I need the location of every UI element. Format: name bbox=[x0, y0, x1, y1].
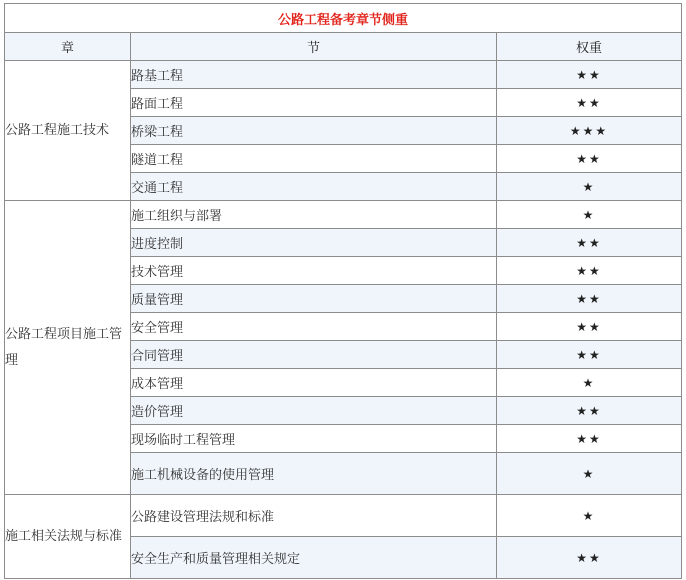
weight-column-header: 权重 bbox=[497, 33, 682, 61]
section-name: 路基工程 bbox=[131, 61, 497, 89]
weight-stars: ★★ bbox=[497, 537, 682, 579]
section-name: 造价管理 bbox=[131, 397, 497, 425]
chapter-name: 公路工程项目施工管理 bbox=[5, 201, 131, 495]
weight-stars: ★ bbox=[497, 453, 682, 495]
section-name: 安全生产和质量管理相关规定 bbox=[131, 537, 497, 579]
section-name: 隧道工程 bbox=[131, 145, 497, 173]
weight-stars: ★★ bbox=[497, 145, 682, 173]
weight-stars: ★★ bbox=[497, 341, 682, 369]
weight-stars: ★ bbox=[497, 495, 682, 537]
section-name: 施工组织与部署 bbox=[131, 201, 497, 229]
section-name: 现场临时工程管理 bbox=[131, 425, 497, 453]
weight-stars: ★ bbox=[497, 369, 682, 397]
weight-stars: ★★ bbox=[497, 425, 682, 453]
weight-stars: ★ bbox=[497, 201, 682, 229]
section-name: 成本管理 bbox=[131, 369, 497, 397]
table-title: 公路工程备考章节侧重 bbox=[5, 4, 682, 33]
weight-stars: ★★★ bbox=[497, 117, 682, 145]
table-row bbox=[5, 495, 682, 537]
weight-stars: ★★ bbox=[497, 61, 682, 89]
chapter-column-header: 章 bbox=[5, 33, 131, 61]
weight-stars: ★★ bbox=[497, 257, 682, 285]
chapter-weight-table bbox=[4, 3, 682, 579]
section-name: 公路建设管理法规和标准 bbox=[131, 495, 497, 537]
chapter-name: 施工相关法规与标准 bbox=[5, 495, 131, 579]
section-name: 路面工程 bbox=[131, 89, 497, 117]
section-column-header: 节 bbox=[131, 33, 497, 61]
weight-stars: ★★ bbox=[497, 397, 682, 425]
section-name: 技术管理 bbox=[131, 257, 497, 285]
table-row bbox=[5, 61, 682, 89]
weight-stars: ★★ bbox=[497, 229, 682, 257]
section-name: 施工机械设备的使用管理 bbox=[131, 453, 497, 495]
chapter-name: 公路工程施工技术 bbox=[5, 61, 131, 201]
section-name: 合同管理 bbox=[131, 341, 497, 369]
weight-stars: ★ bbox=[497, 173, 682, 201]
weight-stars: ★★ bbox=[497, 285, 682, 313]
weight-stars: ★★ bbox=[497, 89, 682, 117]
section-name: 安全管理 bbox=[131, 313, 497, 341]
section-name: 进度控制 bbox=[131, 229, 497, 257]
section-name: 质量管理 bbox=[131, 285, 497, 313]
section-name: 交通工程 bbox=[131, 173, 497, 201]
weight-stars: ★★ bbox=[497, 313, 682, 341]
table-row bbox=[5, 201, 682, 229]
section-name: 桥梁工程 bbox=[131, 117, 497, 145]
